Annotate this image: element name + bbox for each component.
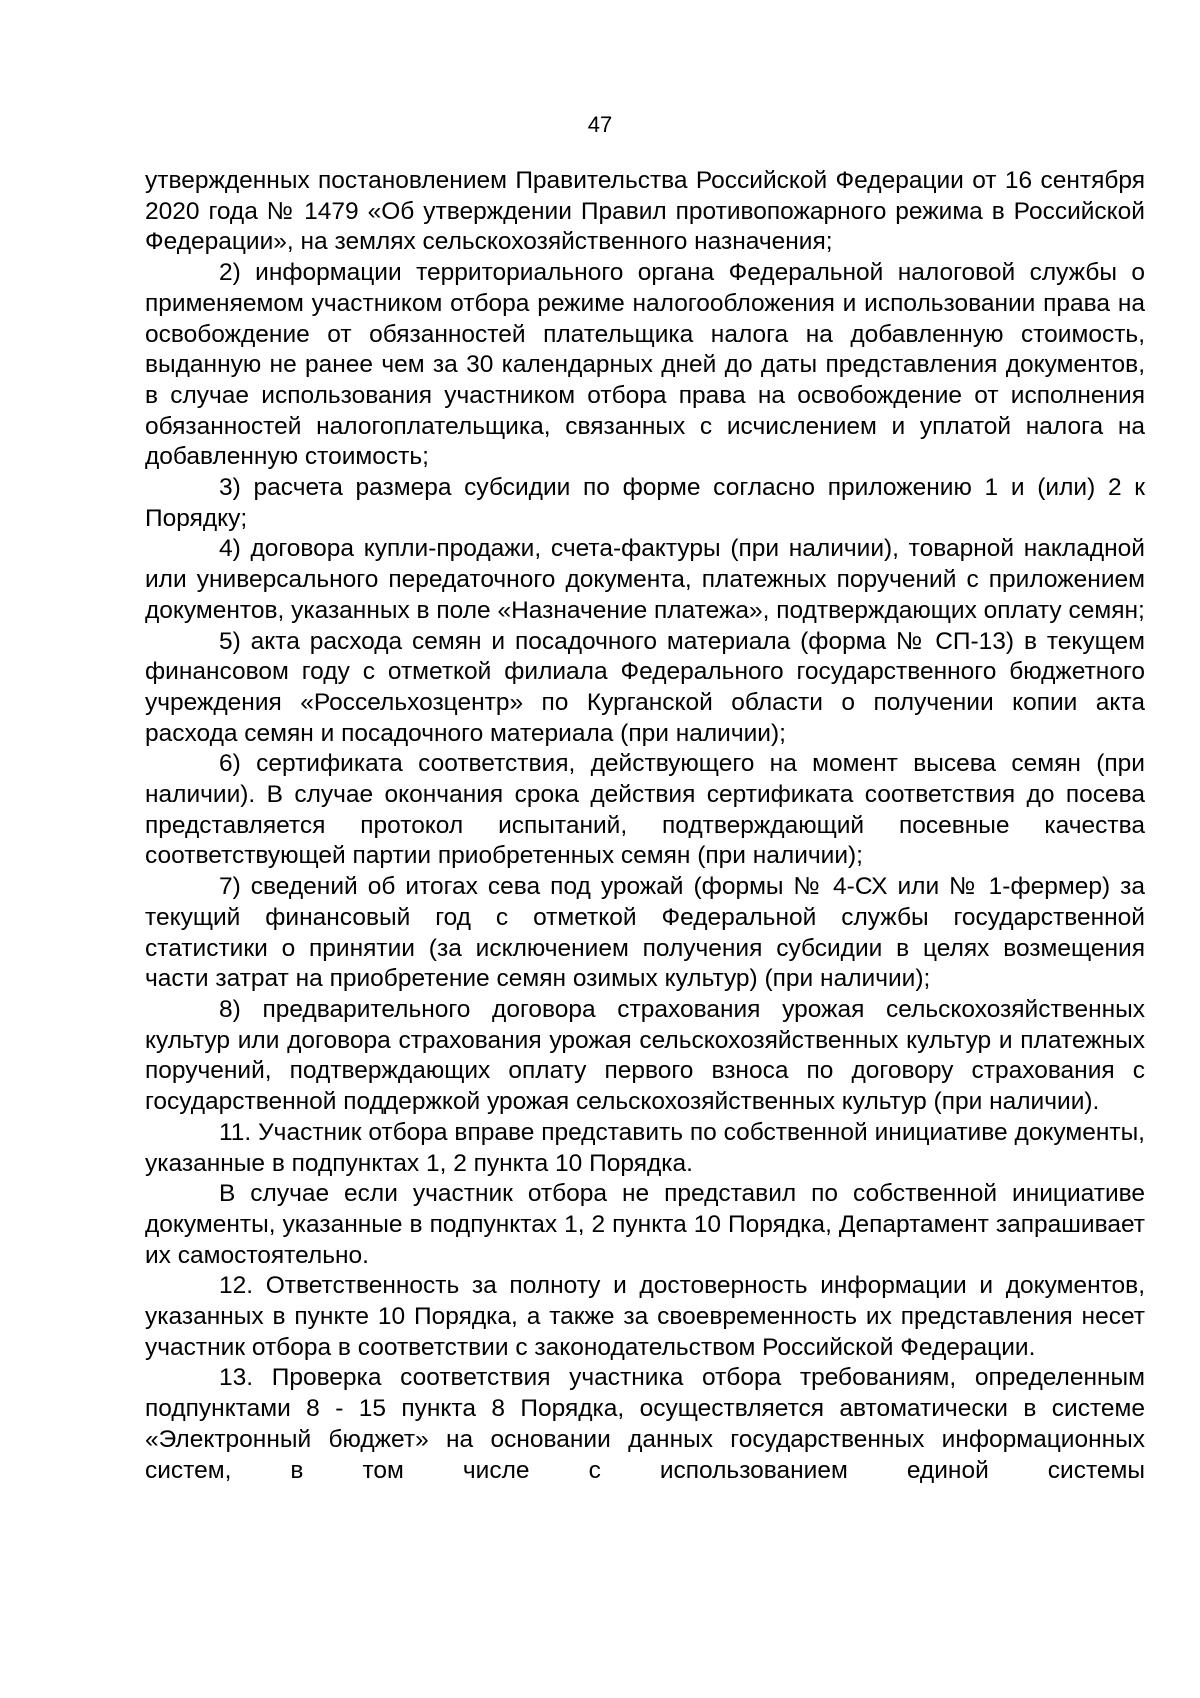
paragraph-item-7: 7) сведений об итогах сева под урожай (формы № 4-СХ или № 1-фермер) за текущий финансовый год с отметкой Федеральной службы государственной статистики о принятии (за исключением получения субсидии в целях возмещения части затрат на приобретение семян озимых культур) (при наличии); bbox=[145, 873, 1145, 993]
paragraph-section-11-note: В случае если участник отбора не представил по собственной инициативе документы, указанные в подпунктах 1, 2 пункта 10 Порядка, Департамент запрашивает их самостоятельно. bbox=[145, 1180, 1145, 1269]
paragraph-item-2: 2) информации территориального органа Федеральной налоговой службы о применяемом участником отбора режиме налогообложения и использовании права на освобождение от обязанностей плательщика налога на добавленную стоимость, выданную не ранее чем за 30 календарных дней до даты представления документов, в случае использования участником отбора права на освобождение от исполнения обязанностей налогоплательщика, связанных с исчислением и уплатой налога на добавленную стоимость; bbox=[145, 259, 1145, 471]
paragraph-item-4: 4) договора купли-продажи, счета-фактуры (при наличии), товарной накладной или универсального передаточного документа, платежных поручений с приложением документов, указанных в поле «Назначение платежа», подтверждающих оплату семян; bbox=[145, 535, 1145, 624]
page-number: 47 bbox=[587, 112, 613, 137]
paragraph-continuation: утвержденных постановлением Правительства Российской Федерации от 16 сентября 2020 года № 1479 «Об утверждении Правил противопожарного режима в Российской Федерации», на землях сельскохозяйственного назначения; bbox=[145, 167, 1145, 256]
paragraph-section-11: 11. Участник отбора вправе представить по собственной инициативе документы, указанные в подпунктах 1, 2 пункта 10 Порядка. bbox=[145, 1118, 1145, 1177]
paragraph-section-13: 13. Проверка соответствия участника отбора требованиям, определенным подпунктами 8 - 15 пункта 8 Порядка, осуществляется автоматически в системе «Электронный бюджет» на основании данных государственных информационных систем, в том числе с использованием единой системы bbox=[145, 1364, 1145, 1484]
paragraph-item-5: 5) акта расхода семян и посадочного материала (форма № СП-13) в текущем финансовом году с отметкой филиала Федерального государственного бюджетного учреждения «Россельхозцентр» по Курганской области о получении копии акта расхода семян и посадочного материала (при наличии); bbox=[145, 627, 1145, 747]
document-body bbox=[145, 166, 1145, 1486]
paragraph-item-3: 3) расчета размера субсидии по форме согласно приложению 1 и (или) 2 к Порядку; bbox=[145, 474, 1145, 532]
paragraph-item-8: 8) предварительного договора страхования урожая сельскохозяйственных культур или договора страхования урожая сельскохозяйственных культур и платежных поручений, подтверждающих оплату первого взноса по договору страхования с государственной поддержкой урожая сельскохозяйственных культур (при наличии). bbox=[145, 995, 1145, 1116]
paragraph-section-12: 12. Ответственность за полноту и достоверность информации и документов, указанных в пункте 10 Порядка, а также за своевременность их представления несет участник отбора в соответствии с законодательством Российской Федерации. bbox=[145, 1272, 1145, 1361]
paragraph-item-6: 6) сертификата соответствия, действующего на момент высева семян (при наличии). В случае окончания срока действия сертификата соответствия до посева представляется протокол испытаний, подтверждающий посевные качества соответствующей партии приобретенных семян (при наличии); bbox=[145, 750, 1145, 870]
